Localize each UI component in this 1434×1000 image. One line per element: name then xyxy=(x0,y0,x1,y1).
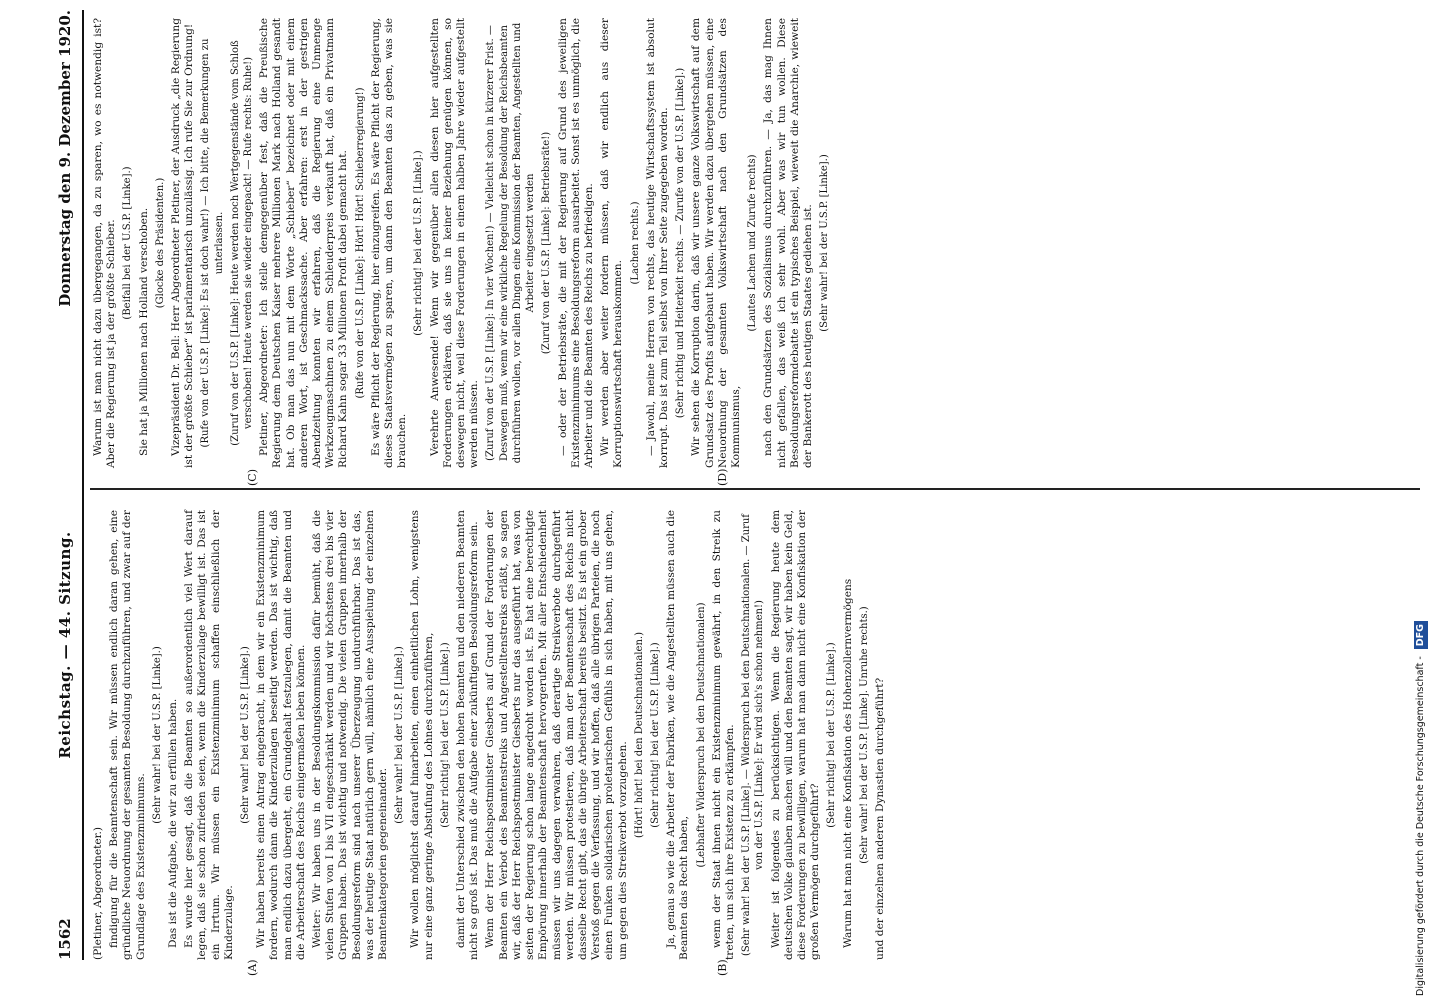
paragraph: — oder der Betriebsräte, die mit der Regierung auf Grund des jeweiligen Existenzminimums eine Besoldungsreform ausarbeitet. Sonst ist es unmöglich, die Arbeiter und die Beamten des Reichs zu befriedigen. xyxy=(556,18,595,468)
session-date: Donnerstag den 9. Dezember 1920. xyxy=(56,10,74,307)
paragraph: Pletiner, Abgeordneter: Ich stelle demgegenüber fest, daß die Preußische Regierung dem Deutschen Kaiser mehrere Millionen Mark nach Holland gesandt hat. Ob man das nun mit dem Worte „Schieber“ bezeichnet oder mit einem anderen Wort, ist Geschmackssache. Aber erfahren: erst in der gestrigen Abendzeitung konnten wir erfahren, daß die Regierung eine Unmenge Werkzeugmaschinen zu einem Schleuderpreis verkauft hat, daß ein Privatmann Richard Kahn sogar 33 Millionen Profit dabei gemacht hat. xyxy=(258,18,350,468)
paragraph: Wir haben bereits einen Antrag eingebracht, in dem wir ein Existenzminimum fordern, wodurch dann die Kinderzulagen beseitigt werden. Das ist wichtig, daß man endlich dazu übergeht, ein Grundgehalt festzulegen, damit die Beamten und die Arbeiterschaft des Reichs einigermaßen leben können. xyxy=(255,510,307,960)
margin-mark-d: (D) xyxy=(716,468,729,486)
interjection: (Sehr wahr! bei der U.S.P. [Linke]. — Widerspruch bei den Deutschnationalen. — Zuruf von der U.S.P. [Linke]: Er wird sich's schon nehmen!) xyxy=(741,513,766,957)
paragraph: Es wäre Pflicht der Regierung, hier einzugreifen. Es wäre Pflicht der Regierung, dieses Staatsvermögen zu sparen, um dann den Beamten das zu geben, was sie brauchen. xyxy=(369,18,409,468)
interjection: (Zuruf von der U.S.P. [Linke]: Heute werden noch Wertgegenstände vom Schloß verschoben! Heute werden sie wieder eingepackt! — Rufe rechts: Ruhe!) xyxy=(229,40,255,446)
interjection: (Sehr richtig und Heiterkeit rechts. — Zurufe von der U.S.P. [Linke].) xyxy=(675,67,687,419)
paragraph: Warum ist man nicht dazu übergegangen, da zu sparen, wo es notwendig ist? Aber die Regierung ist ja der größte Schieber. xyxy=(92,18,118,468)
paragraph: Ja, genau so wie die Arbeiter der Fabriken, wie die Angestellten müssen auch die Beamten das Recht haben, xyxy=(665,510,691,960)
interjection: (Zuruf von der U.S.P. [Linke]: In vier Wochen!) — Vielleicht schon in kürzerer Frist. — Deswegen muß, wenn wir eine wirkliche Regelung der Besoldung der Reichsbeamten durchführen wollen, vor allen Dingen eine Kommission der Beamten, Angestellten und Arbeiter eingesetzt werden xyxy=(485,22,537,464)
paragraph: Verehrte Anwesende! Wenn wir gegenüber allen diesen hier aufgestellten Forderungen erklären, daß sie uns in keiner Beziehung genügen können, so deswegen nicht, weil diese Forderungen in einem halben Jahre wieder aufgestellt werden müssen. xyxy=(428,18,481,468)
interjection: (Sehr richtig! bei der U.S.P. [Linke].) xyxy=(413,150,425,336)
interjection: (Glocke des Präsidenten.) xyxy=(154,177,166,309)
interjection: (Lachen rechts.) xyxy=(629,201,641,285)
paragraph: (Pletiner, Abgeordneter.) xyxy=(92,826,104,960)
interjection: (Sehr wahr! bei der U.S.P. [Linke]. Unruhe rechts.) xyxy=(858,606,870,864)
page-number: 1562 xyxy=(56,918,74,960)
paragraph: findigung für die Beamtenschaft sein. Wir müssen endlich daran gehen, eine gründliche Neuordnung der gesamten Besoldung durchzuführen, und zwar auf der Grundlage des Existenzminimums. xyxy=(108,510,147,960)
margin-mark-a: (A) xyxy=(246,959,259,976)
page-header xyxy=(56,10,84,960)
paragraph: und der einzelnen anderen Dynastien durchgeführt? xyxy=(873,677,886,960)
paragraph: Weiter: Wir haben uns in der Besoldungskommission dafür bemüht, daß die vielen Stufen von I bis VII eingeschränkt werden und wir höchstens drei bis vier Gruppen haben. Das ist wichtig und notwendig. Die vielen Gruppen innerhalb der Besoldungsreform sind nach unserer Überzeugung undurchführbar. Das ist das, was der heutige Staat natürlich gern will, nämlich eine Ausspielung der einzelnen Beamtenkategorien gegeneinander. xyxy=(311,510,390,960)
interjection: (Lebhafter Widerspruch bei den Deutschnationalen) xyxy=(695,602,707,868)
margin-mark-b: (B) xyxy=(716,959,729,976)
margin-mark-c: (C) xyxy=(246,469,259,486)
paragraph: Sie hat ja Millionen nach Holland verschoben. xyxy=(137,207,150,456)
left-column xyxy=(92,510,1422,960)
interjection: (Beifall bei der U.S.P. [Linke].) xyxy=(122,166,134,320)
interjection: (Zuruf von der U.S.P. [Linke]: Betriebsräte!) xyxy=(541,131,553,355)
interjection: (Rufe von der U.S.P. [Linke]: Es ist doch wahr!) — Ich bitte, die Bemerkungen zu unterlassen. xyxy=(200,38,225,448)
column-divider xyxy=(90,489,1420,491)
paragraph: wenn der Staat ihnen nicht ein Existenzminimum gewährt, in den Streik zu treten, um sich ihre Existenz zu erkämpfen. xyxy=(710,510,736,960)
paragraph: Wir wollen möglichst darauf hinarbeiten, einen einheitlichen Lohn, wenigstens nur eine ganz geringe Abstufung des Lohnes durchzuführen, xyxy=(409,510,435,960)
interjection: (Sehr richtig! bei der U.S.P. [Linke].) xyxy=(439,642,451,828)
paragraph: Warum hat man nicht eine Konfiskation des Hohenzollernvermögens xyxy=(841,578,854,948)
paragraph: nach den Grundsätzen des Sozialismus durchzuführen. — Ja, das mag Ihnen nicht gefallen, das weiß ich sehr wohl. Aber was wir tun wollen. Diese Besoldungsreformdebatte ist ein typisches Beispiel, wieweit die Anarchie, wieweit der Bankerott des heutigen Staates gediehen ist. xyxy=(762,18,814,468)
dfg-logo: DFG xyxy=(1414,621,1428,649)
interjection: (Sehr richtig! bei der U.S.P. [Linke].) xyxy=(826,642,838,828)
interjection: (Sehr richtig! bei der U.S.P. [Linke].) xyxy=(649,642,661,828)
interjection: (Rufe von der U.S.P. [Linke]: Hört! Hört! Schieberregierung!) xyxy=(354,87,366,399)
paragraph: Das ist die Aufgabe, die wir zu erfüllen haben. xyxy=(167,698,180,948)
paragraph: — Jawohl, meine Herren von rechts, das heutige Wirtschaftssystem ist absolut korrupt. Das ist zum Teil selbst von Ihrer Seite zugegeben worden. xyxy=(644,18,670,468)
rotated-page xyxy=(56,10,1426,976)
paragraph: Weiter ist folgendes zu berücksichtigen. Wenn die Regierung heute dem deutschen Volke glauben machen will und den Beamten sagt, wir haben kein Geld, diese Forderungen zu bewilligen, warum hat man dann nicht eine Konfiskation der großen Vermögen durchgeführt? xyxy=(769,510,822,960)
right-column xyxy=(92,18,1422,468)
interjection: (Sehr wahr! bei der U.S.P. [Linke].) xyxy=(819,154,831,332)
paragraph: Wir sehen die Korruption darin, daß wir unsere ganze Volkswirtschaft auf dem Grundsatz des Profits aufgebaut haben. Wir werden dazu übergehen müssen, eine Neuordnung der gesamten Volkswirtschaft nach den Grundsätzen des Kommunismus, xyxy=(690,18,742,468)
interjection: (Sehr wahr! bei der U.S.P. [Linke].) xyxy=(151,646,163,824)
interjection: (Sehr wahr! bei der U.S.P. [Linke].) xyxy=(394,646,406,824)
paragraph: Wir werden aber weiter fordern müssen, daß wir endlich aus dieser Korruptionswirtschaft herauskommen. xyxy=(599,18,625,468)
paragraph: Es wurde hier gesagt, daß die Beamten so außerordentlich viel Wert darauf legen, daß sie schon zufrieden seien, wenn die Kinderzulage bewilligt ist. Das ist ein Irrtum. Wir müssen ein Existenzminimum schaffen einschließlich der Kinderzulage. xyxy=(183,510,235,960)
interjection: (Hört! hört! bei den Deutschnationalen.) xyxy=(633,632,645,838)
interjection: (Sehr wahr! bei der U.S.P. [Linke].) xyxy=(240,646,252,824)
paragraph: damit der Unterschied zwischen den hohen Beamten und den niederen Beamten nicht so groß ist. Das muß die Aufgabe einer zukünftigen Besoldungsreform sein. xyxy=(455,510,481,960)
digitization-credit xyxy=(1414,6,1428,996)
interjection: (Lautes Lachen und Zurufe rechts) xyxy=(747,154,759,332)
paragraph: Wenn der Herr Reichspostminister Giesberts auf Grund der Forderungen der Beamten ein Verbot des Beamtenstreiks und Angestelltenstreiks erläßt, so sagen wir, daß der Herr Reichspostminister Giesberts nur das ausgeführt hat, was von seiten der Regierung schon lange angedroht worden ist. Es hat eine berechtigte Empörung innerhalb der Beamtenschaft hervorgerufen. Mit aller Entschiedenheit müssen wir uns dagegen verwahren, daß derartige Streikverbote durchgeführt werden. Wir müssen protestieren, daß man der Beamtenschaft des Reichs nicht dasselbe Recht gibt, das die übrige Arbeiterschaft bereits besitzt. Es ist ein grober Verstoß gegen die Verfassung, und wir hoffen, daß alle übrigen Parteien, die noch einen Funken solidarischen proletarischen Gefühls in sich haben, mit uns gehen, um gegen dies Streikverbot vorzugehen. xyxy=(484,510,629,960)
credit-text: Digitalisierung gefördert durch die Deutsche Forschungsgemeinschaft - xyxy=(1415,656,1426,996)
paragraph: Vizepräsident Dr. Bell: Herr Abgeordneter Pletiner, der Ausdruck „die Regierung ist der größte Schieber“ ist parlamentarisch unzulässig. Ich rufe Sie zur Ordnung! xyxy=(170,18,196,468)
session-title: Reichstag. — 44. Sitzung. xyxy=(56,531,74,759)
